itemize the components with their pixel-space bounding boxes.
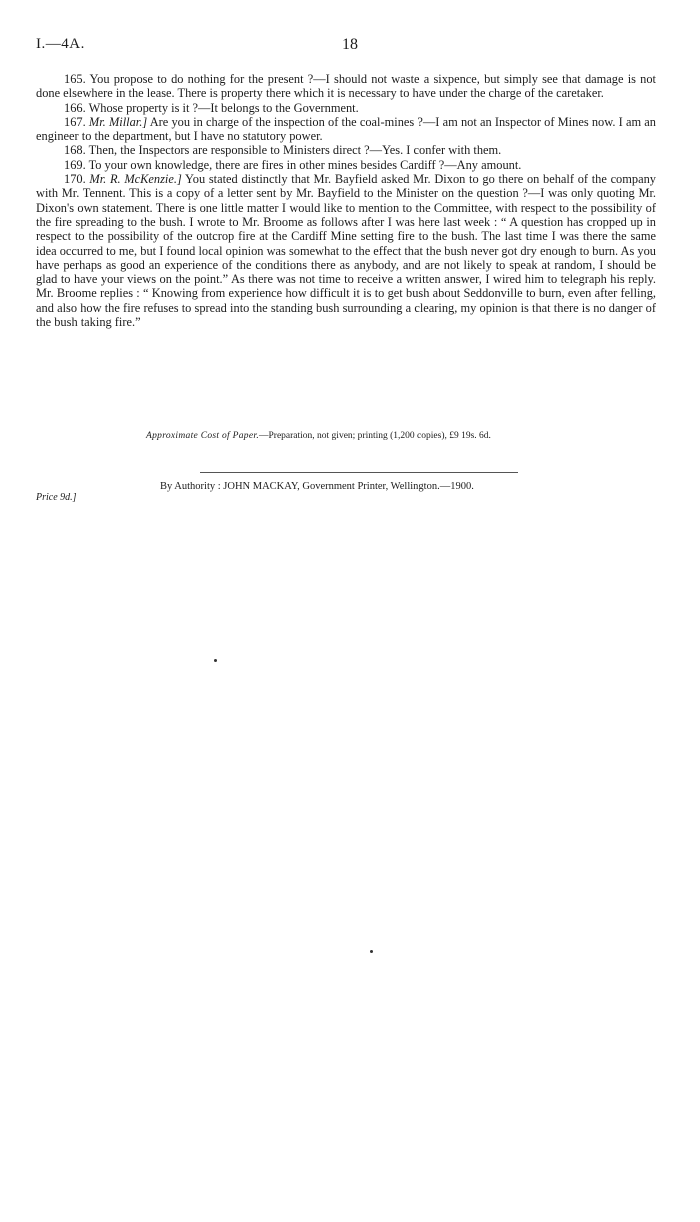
print-speck	[370, 950, 373, 953]
price-note: Price 9d.]	[36, 492, 77, 503]
testimony-paragraph	[36, 115, 656, 144]
question-number: 166.	[64, 100, 86, 115]
question-text: You stated distinctly that Mr. Bayfield asked Mr. Dixon to go there on behalf of the company with Mr. Tennent. This is a copy of a letter sent by Mr. Bayfield to the Minister on the question ?—I was only quoting Mr. Dixon's own statement. There is one little matter I would like to mention to the Committee, with respect to the possibility of the fire spreading to the bush. I wrote to Mr. Broome as follows after I was here last week : “ A question has cropped up in respect to the possibility of the outcrop fire at the Cardiff Mine setting fire to the bush. The last time I was there the same idea occurred to me, but I found local opinion was somewhat to the effect that the bush never got dry enough to burn. As you have perhaps as good an experience of the conditions there as anybody, and are not likely to speak at random, I should be glad to have your views on the point.” As there was not time to receive a written answer, I wired him to telegraph his reply. Mr. Broome replies : “ Knowing from experience how difficult it is to get bush about Seddonville to burn, even after felling, and also how the fire refuses to spread into the standing bush surrounding a clearing, my opinion is that there is no danger of the bush taking fire.”	[36, 172, 656, 330]
testimony-paragraph	[36, 101, 656, 115]
testimony-paragraph	[36, 172, 656, 329]
cost-label: Approximate Cost of Paper.	[146, 431, 259, 441]
question-number: 168.	[64, 143, 86, 158]
question-text: Then, the Inspectors are responsible to Ministers direct ?—Yes. I confer with them.	[88, 143, 502, 158]
question-text: To your own knowledge, there are fires in other mines besides Cardiff ?—Any amount.	[88, 157, 522, 172]
question-number: 165.	[64, 72, 86, 86]
question-number: 169.	[64, 157, 86, 172]
page-number: 18	[342, 36, 358, 53]
speaker-name: Mr. R. McKenzie.]	[89, 172, 182, 187]
testimony-paragraph	[36, 143, 656, 157]
cost-note	[146, 431, 491, 441]
question-text: Are you in charge of the inspection of the coal-mines ?—I am not an Inspector of Mines now. I am an engineer to the department, but I have no statutory power.	[36, 114, 656, 144]
speaker-name: Mr. Millar.]	[88, 114, 148, 129]
question-text: You propose to do nothing for the present ?—I should not waste a sixpence, but simply see that damage is not done elsewhere in the lease. There is property there which it is necessary to have under the charge of the caretaker.	[36, 72, 657, 101]
printer-authority: By Authority : JOHN MACKAY, Government Printer, Wellington.—1900.	[160, 481, 474, 492]
question-number: 170.	[64, 172, 86, 187]
testimony-paragraph	[36, 158, 656, 172]
cost-details: —Preparation, not given; printing (1,200 copies), £9 19s. 6d.	[259, 431, 491, 441]
footer-divider	[200, 472, 518, 473]
testimony-body	[36, 72, 656, 329]
print-speck	[214, 659, 217, 662]
question-text: Whose property is it ?—It belongs to the Government.	[88, 100, 359, 115]
document-reference: I.—4A.	[36, 36, 85, 52]
testimony-paragraph	[36, 72, 656, 101]
question-number: 167.	[64, 114, 86, 129]
page-header	[36, 36, 656, 54]
